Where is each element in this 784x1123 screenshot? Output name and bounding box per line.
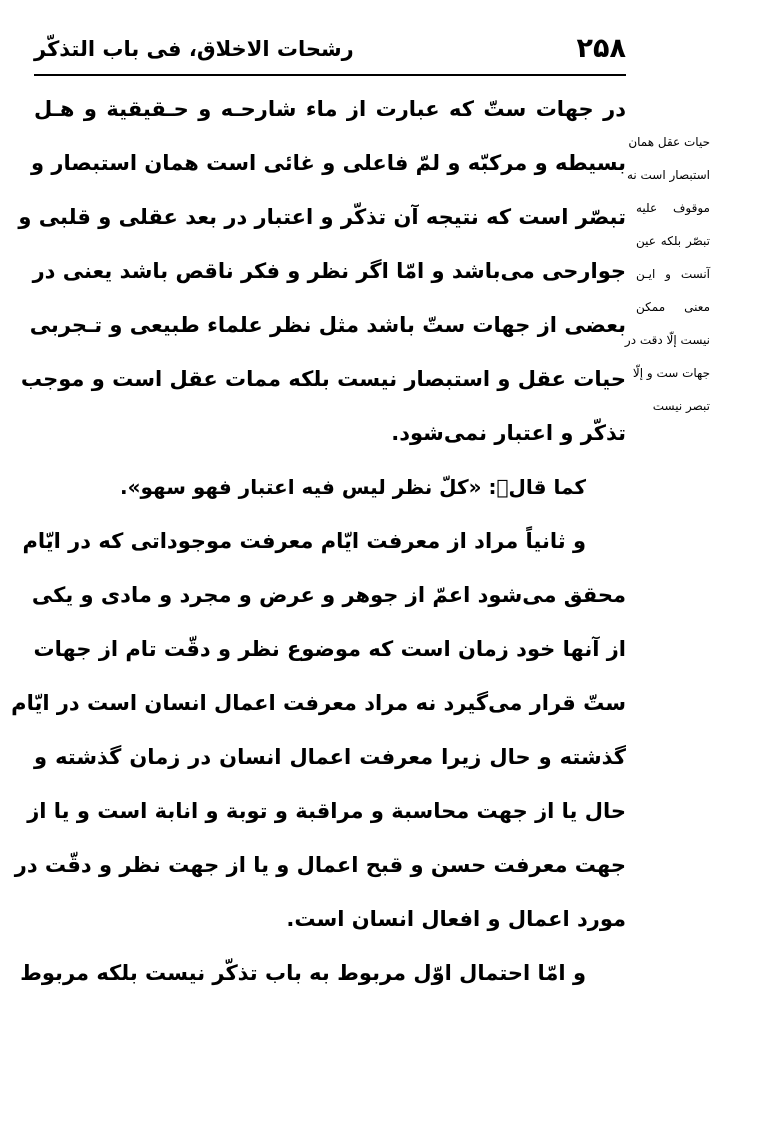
margin-note-line: جهات ست و إلّا [632,366,710,380]
text-line: محقق می‌شود اعمّ از جوهر و عرض و مجرد و مادی و یکی [31,583,626,607]
quote-line: کما قالؑ: «کلّ نظر لیس فیه اعتبار فهو سهو». [119,475,586,499]
text-line: تبصّر است که نتیجه آن تذکّر و اعتبار در بعد عقلی و قلبی و [18,205,626,229]
text-line: جهت معرفت حسن و قبح اعمال و یا از جهت نظر و دقّت در [14,853,626,877]
text-line: بسیطه و مرکبّه و لمّ فاعلی و غائی است همان استبصار و [31,151,626,175]
margin-note-line: تبصر نیست [652,399,710,413]
paragraph-start-line: و امّا احتمال اوّل مربوط به باب تذکّر نیست بلکه مربوط [20,961,586,985]
margin-note-line: معنی ممکن [636,300,710,314]
text-line: مورد اعمال و افعال انسان است. [286,907,626,931]
text-line: در جهات ستّ که عبارت از ماء شارحـه و حـقیقیة و هـل [34,97,626,121]
margin-note [624,126,710,423]
main-text [11,82,626,1000]
margin-note-line: نیست إلّا دقت در [624,333,710,347]
paragraph-start-line: و ثانیاً مراد از معرفت ایّام معرفت موجوداتی که در ایّام [22,529,586,553]
text-line: حیات عقل و استبصار نیست بلکه ممات عقل است و موجب [20,367,626,391]
text-line: حال یا از جهت محاسبة و مراقبة و توبة و انابة است و یا از [27,799,626,823]
text-line: گذشته و حال زیرا معرفت اعمال انسان در زمان گذشته و [34,745,626,769]
page-header [34,30,626,72]
margin-note-line: حیات عقل همان [628,135,710,149]
margin-note-line: آنست و ایـن [636,267,710,281]
margin-note-line: تبصّر بلکه عین [636,234,710,248]
text-line: تذکّر و اعتبار نمی‌شود. [391,421,626,445]
text-line: از آنها خود زمان است که موضوع نظر و دقّت تام از جهات [33,637,626,661]
margin-note-line: موقوف علیه [636,201,710,215]
page-number: ۲۵۸ [576,33,626,64]
running-title: رشحات الاخلاق، فی باب التذکّر [34,37,354,61]
text-line: ستّ قرار می‌گیرد نه مراد معرفت اعمال انسان است در ایّام [11,691,626,715]
text-line: بعضی از جهات ستّ باشد مثل نظر علماء طبیعی و تـجربی [29,313,626,337]
header-rule [34,74,626,76]
text-line: جوارحی می‌باشد و امّا اگر نظر و فکر ناقص باشد یعنی در [32,259,626,283]
margin-note-line: استبصار است نه [626,168,710,182]
